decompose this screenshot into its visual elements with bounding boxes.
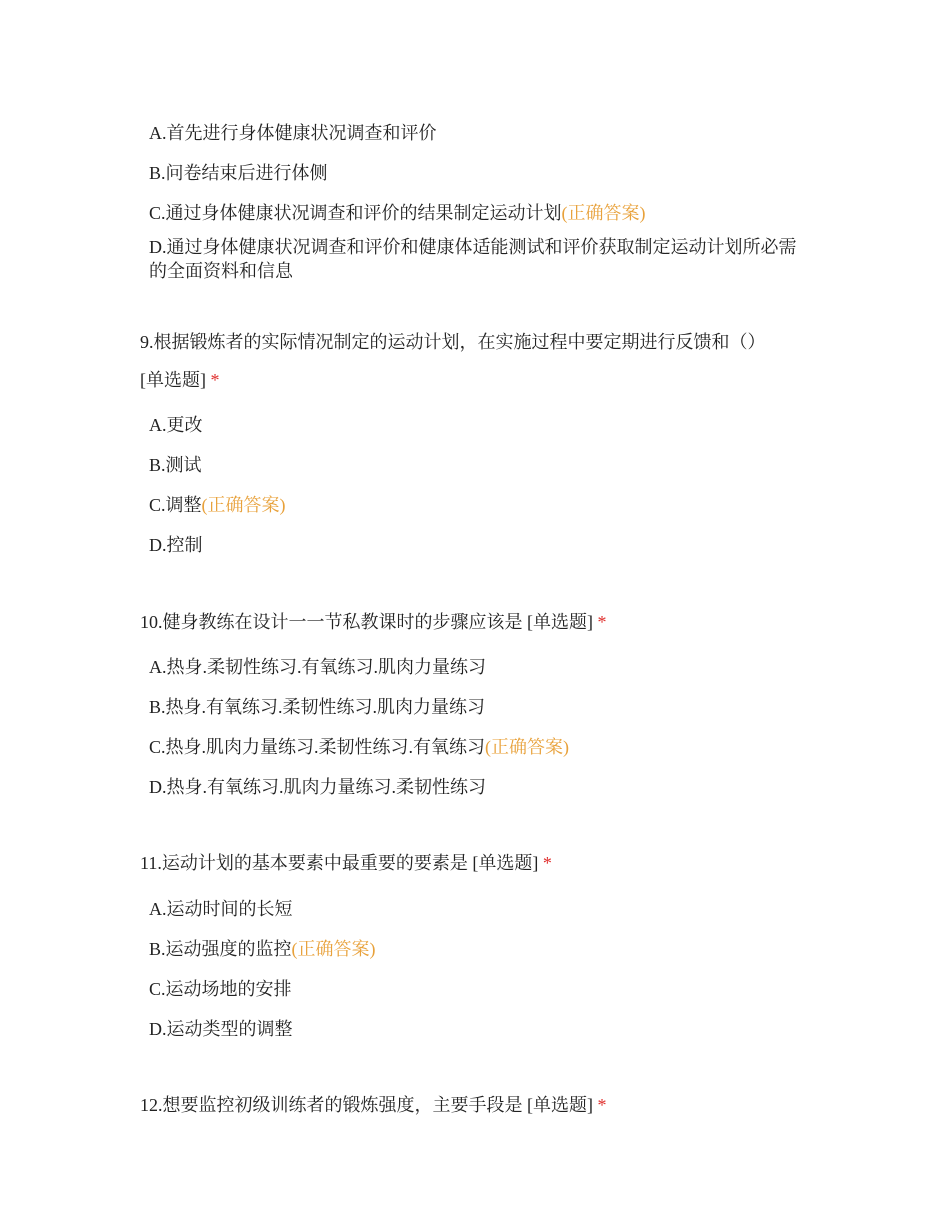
question-10-title [140, 610, 820, 634]
required-mark: * [597, 1095, 607, 1115]
correct-answer-tag: (正确答案) [291, 939, 376, 959]
question-text: 12.想要监控初级训练者的锻炼强度，主要手段是 [单选题] [140, 1095, 593, 1115]
option-text: C.调整 [149, 495, 202, 515]
option-text: B.问卷结束后进行体侧 [149, 163, 328, 183]
option-text: B.测试 [149, 455, 202, 475]
required-mark: * [210, 370, 220, 390]
option-text: B.运动强度的监控 [149, 939, 292, 959]
correct-answer-tag: (正确答案) [485, 737, 570, 757]
q9-option-b [149, 453, 809, 477]
option-text: C.热身.肌肉力量练习.柔韧性练习.有氧练习 [149, 737, 486, 757]
option-text: A.热身.柔韧性练习.有氧练习.肌肉力量练习 [149, 657, 486, 677]
q8-option-b [149, 161, 809, 185]
q11-option-b [149, 937, 809, 961]
question-11-title [140, 851, 820, 875]
q8-option-d [149, 235, 809, 283]
question-9-type [140, 368, 820, 392]
required-mark: * [597, 612, 607, 632]
option-text: C.运动场地的安排 [149, 979, 292, 999]
q10-option-a [149, 655, 809, 679]
question-text: 11.运动计划的基本要素中最重要的要素是 [单选题] [140, 853, 539, 873]
option-text: D.控制 [149, 535, 203, 555]
question-type-label: [单选题] [140, 370, 206, 390]
question-text: 10.健身教练在设计一一节私教课时的步骤应该是 [单选题] [140, 612, 593, 632]
option-text: C.通过身体健康状况调查和评价的结果制定运动计划 [149, 203, 562, 223]
option-text: D.运动类型的调整 [149, 1019, 293, 1039]
option-text: A.更改 [149, 415, 203, 435]
question-text: 9.根据锻炼者的实际情况制定的运动计划，在实施过程中要定期进行反馈和（） [140, 332, 766, 352]
required-mark: * [542, 853, 552, 873]
q11-option-a [149, 897, 809, 921]
option-text: D.热身.有氧练习.肌肉力量练习.柔韧性练习 [149, 777, 486, 797]
q9-option-a [149, 413, 809, 437]
q9-option-c [149, 493, 809, 517]
q8-option-a [149, 121, 809, 145]
q11-option-d [149, 1017, 809, 1041]
correct-answer-tag: (正确答案) [201, 495, 286, 515]
option-text: A.运动时间的长短 [149, 899, 293, 919]
q11-option-c [149, 977, 809, 1001]
q10-option-d [149, 775, 809, 799]
q10-option-b [149, 695, 809, 719]
question-9-title [140, 330, 820, 354]
correct-answer-tag: (正确答案) [561, 203, 646, 223]
q9-option-d [149, 533, 809, 557]
question-12-title [140, 1093, 820, 1117]
option-text: D.通过身体健康状况调查和评价和健康体适能测试和评价获取制定运动计划所必需的全面资料和信息 [149, 237, 797, 281]
option-text: A.首先进行身体健康状况调查和评价 [149, 123, 437, 143]
option-text: B.热身.有氧练习.柔韧性练习.肌肉力量练习 [149, 697, 486, 717]
q8-option-c [149, 201, 809, 225]
q10-option-c [149, 735, 809, 759]
